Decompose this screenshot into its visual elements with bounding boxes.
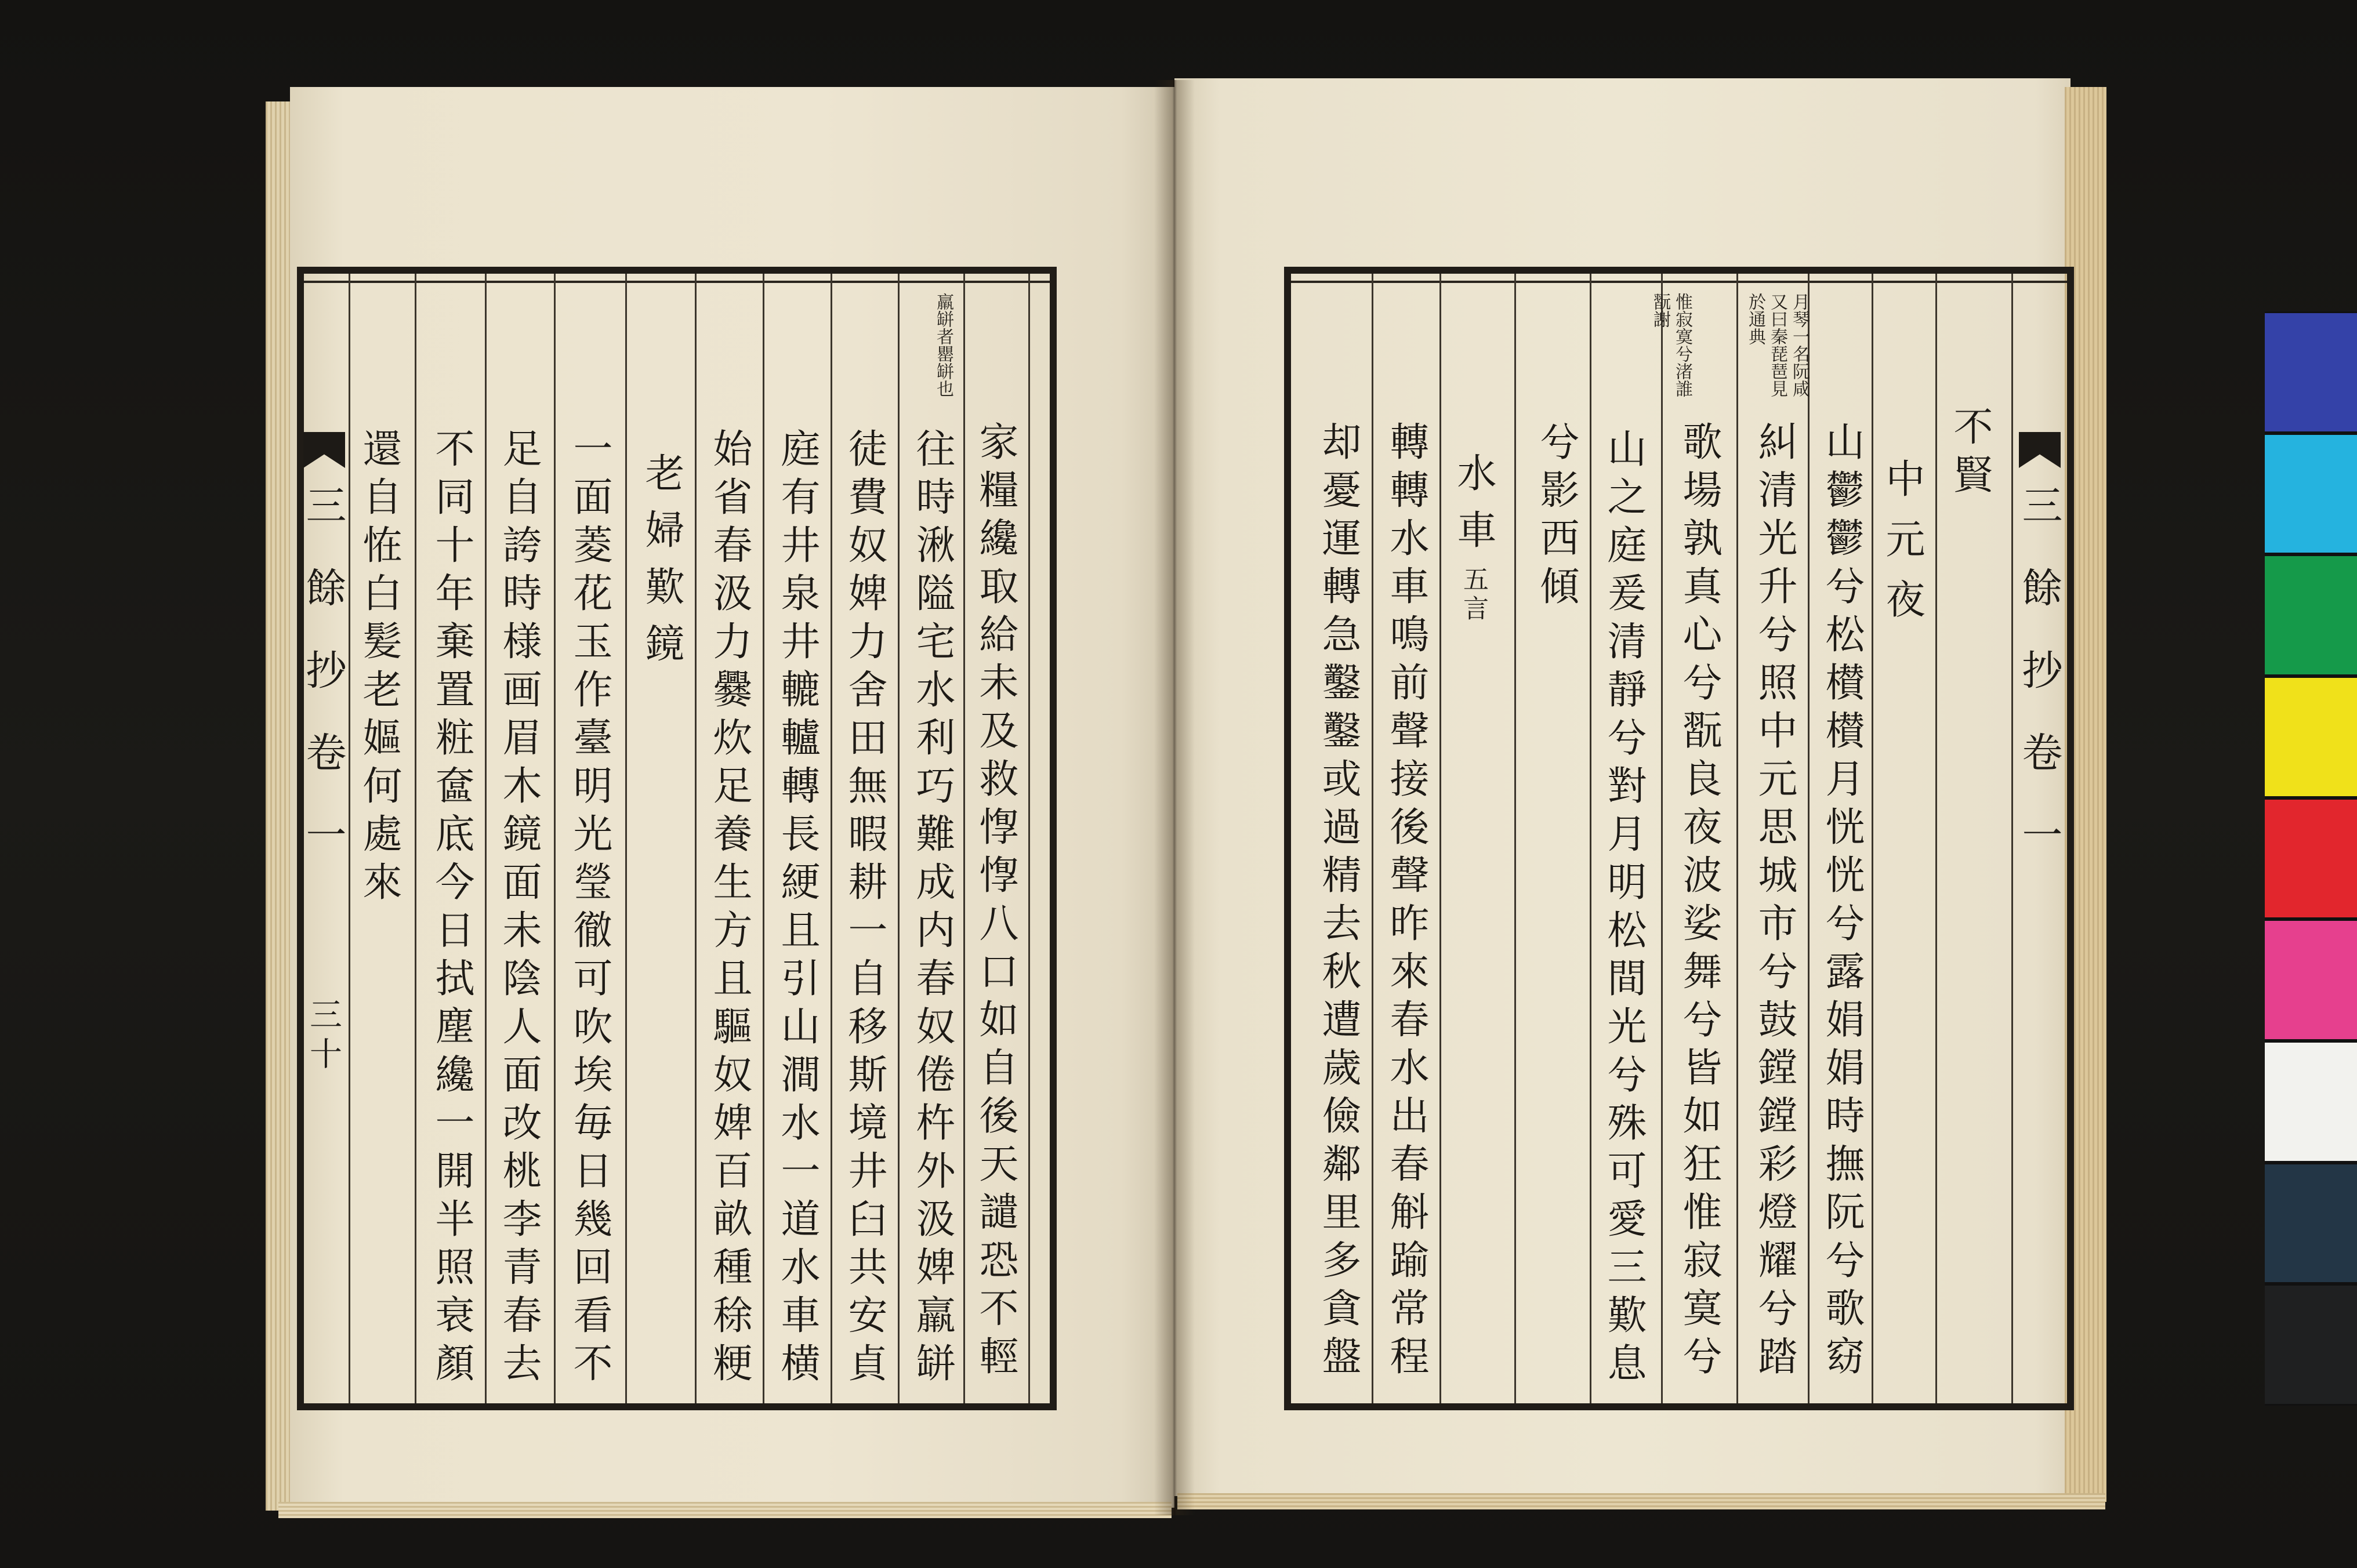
- column-rule: [831, 274, 832, 1403]
- column-rule: [1590, 274, 1591, 1403]
- column-rule: [1028, 274, 1030, 1403]
- right-headnote: 月琴一名阮咸又曰秦琵琶見於通典: [1745, 293, 1810, 397]
- column-rule: [763, 274, 764, 1403]
- text-column: 不賢: [1947, 406, 1993, 502]
- color-checker-strip: [2265, 311, 2357, 1406]
- text-column: 不同十年棄置粧奩底今日拭塵纔一開半照衰顏: [429, 428, 474, 1391]
- column-rule: [349, 274, 350, 1403]
- column-rule: [625, 274, 627, 1403]
- left-page-number: 三十: [304, 997, 342, 1076]
- column-rule: [1372, 274, 1373, 1403]
- column-rule: [1872, 274, 1873, 1403]
- right-headnote: 惟寂寞兮渚誰翫謝: [1650, 293, 1692, 397]
- column-rule: [1439, 274, 1441, 1403]
- text-column: 徒費奴婢力舍田無暇耕一自移斯境井臼共安貞: [842, 428, 887, 1391]
- left-headnote: 羸缾者罌缾也: [933, 293, 953, 397]
- poem-title: 水車: [1451, 452, 1496, 566]
- column-rule: [1935, 274, 1937, 1403]
- color-patch: [2265, 678, 2357, 796]
- poem-title-note: 五言: [1459, 566, 1488, 624]
- text-column: 兮影西傾: [1533, 421, 1579, 614]
- text-column: 還自恠白髪老嫗何處來: [356, 428, 402, 909]
- text-column: 家糧纔取給未及救惸惸八口如自後天譴恐不輕: [973, 421, 1018, 1384]
- right-frame-inner-line: [1291, 281, 2067, 283]
- text-column: 庭有井泉井轆轤轉長綆且引山澗水一道水車横: [774, 428, 820, 1391]
- text-column: 山之庭爰清靜兮對月明松間光兮殊可愛三歎息: [1601, 428, 1647, 1391]
- column-rule: [554, 274, 556, 1403]
- text-column: 歌場孰真心兮翫良夜波娑舞兮皆如狂惟寂寞兮: [1676, 421, 1722, 1384]
- column-rule: [695, 274, 697, 1403]
- text-column: 始省春汲力爨炊足養生方且驅奴婢百畝種稌粳: [706, 428, 752, 1391]
- color-patch: [2265, 1043, 2357, 1161]
- column-rule: [415, 274, 416, 1403]
- column-rule: [1808, 274, 1810, 1403]
- text-column: 糾清光升兮照中元思城市兮鼓鏜鏜彩燈耀兮踏: [1752, 421, 1797, 1384]
- left-page-bottom-edge: [278, 1502, 1172, 1518]
- color-patch: [2265, 435, 2357, 553]
- color-patch: [2265, 313, 2357, 431]
- column-rule: [2011, 274, 2013, 1403]
- column-rule: [1661, 274, 1663, 1403]
- text-column: 足自誇時様画眉木鏡面未陰人面改桃李青春去: [496, 428, 542, 1391]
- right-page-bottom-edge: [1177, 1493, 2105, 1509]
- poem-title-column: [1447, 452, 1499, 624]
- text-column: 却憂運轉急鑿鑿或過精去秋遭歲儉鄰里多貪盤: [1315, 421, 1361, 1384]
- left-margin-title: 三餘抄卷一: [299, 484, 347, 896]
- text-column: 往時湫隘宅水利巧難成内春奴倦杵外汲婢羸缾: [909, 428, 955, 1391]
- color-patch: [2265, 921, 2357, 1039]
- text-column: 一面菱花玉作臺明光瑩徹可吹埃毎日幾回看不: [567, 428, 612, 1391]
- column-rule: [485, 274, 487, 1403]
- color-patch: [2265, 800, 2357, 918]
- poem-title-column: 老婦歎鏡: [639, 452, 684, 680]
- column-rule: [898, 274, 900, 1403]
- column-rule: [963, 274, 965, 1403]
- right-margin-title: 三餘抄卷一: [2015, 484, 2063, 896]
- book-gutter-shadow: [1154, 80, 1195, 1515]
- poem-title-column: 中元夜: [1879, 458, 1925, 639]
- color-patch: [2265, 1286, 2357, 1404]
- color-patch: [2265, 556, 2357, 674]
- color-patch: [2265, 1164, 2357, 1283]
- column-rule: [1514, 274, 1516, 1403]
- column-rule: [1736, 274, 1738, 1403]
- text-column: 山鬱鬱兮松櫕櫕月恍恍兮露娟娟時撫阮兮歌窈: [1819, 421, 1865, 1384]
- text-column: 轉轉水車鳴前聲接後聲昨來春水出春斛踰常程: [1383, 421, 1429, 1384]
